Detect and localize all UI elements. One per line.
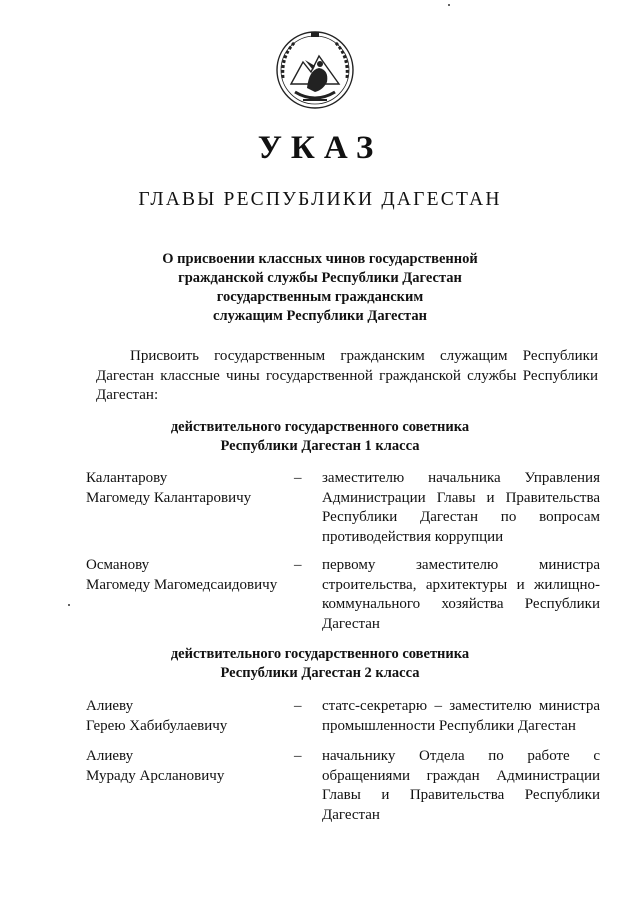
appointee-surname: Алиеву bbox=[86, 748, 134, 764]
position-line: заместителю начальника Управления bbox=[322, 470, 600, 486]
scan-speck bbox=[68, 604, 70, 606]
appointee-given-names: Магомеду Калантаровичу bbox=[86, 489, 252, 506]
decree-title: УКАЗ bbox=[257, 130, 383, 166]
rank-section-heading bbox=[150, 418, 490, 456]
intro-paragraph: Присвоить государственным гражданским служащим Республики Дагестан классные чины государственной гражданской службы Республики Дагестан: bbox=[96, 348, 598, 403]
appointee-surname: Османову bbox=[86, 557, 150, 573]
subject-line: служащим Республики Дагестан bbox=[213, 308, 427, 324]
appointee-name bbox=[86, 747, 286, 786]
appointee-name bbox=[86, 469, 286, 508]
rank-heading-line: Республики Дагестан 2 класса bbox=[220, 665, 420, 681]
appointee-given-names: Мураду Арслановичу bbox=[86, 767, 225, 784]
appointee-position: начальнику Отдела по работе с обращениями граждан Администрации Главы и Правительства Республики Дагестан bbox=[322, 748, 600, 823]
position-line: Республики Дагестан по вопросам противодействия коррупции bbox=[322, 509, 600, 545]
decree-issuer: ГЛАВЫ РЕСПУБЛИКИ ДАГЕСТАН bbox=[138, 189, 502, 210]
appointee-name bbox=[86, 556, 286, 595]
position-line: Администрации Главы и Правительства bbox=[322, 489, 600, 506]
appointee-surname: Калантарову bbox=[86, 470, 168, 486]
rank-heading-line: Республики Дагестан 1 класса bbox=[220, 438, 420, 454]
appointee-position: статс-секретарю – заместителю министра промышленности Республики Дагестан bbox=[322, 698, 600, 734]
appointee-given-names: Герею Хабибулаевичу bbox=[86, 717, 228, 734]
appointee-position bbox=[322, 469, 600, 547]
coat-of-arms-emblem bbox=[273, 26, 357, 118]
appointee-position: первому заместителю министра строительства, архитектуры и жилищно-коммунального хозяйства Республики Дагестан bbox=[322, 557, 600, 632]
subject-line: О присвоении классных чинов государственной bbox=[162, 251, 478, 267]
entry-dash: – bbox=[294, 557, 302, 573]
appointee-name bbox=[86, 697, 286, 736]
scan-speck bbox=[448, 4, 450, 6]
entry-dash: – bbox=[294, 470, 302, 486]
decree-subject-heading bbox=[150, 250, 490, 326]
appointee-given-names: Магомеду Магомедсаидовичу bbox=[86, 576, 278, 593]
entry-dash: – bbox=[294, 698, 302, 714]
rank-section-heading bbox=[150, 645, 490, 683]
rank-heading-line: действительного государственного советника bbox=[170, 646, 470, 662]
appointee-surname: Алиеву bbox=[86, 698, 134, 714]
subject-line: государственным гражданским bbox=[216, 289, 424, 305]
rank-heading-line: действительного государственного советника bbox=[170, 419, 470, 435]
entry-dash: – bbox=[294, 748, 302, 764]
subject-line: гражданской службы Республики Дагестан bbox=[178, 270, 462, 286]
